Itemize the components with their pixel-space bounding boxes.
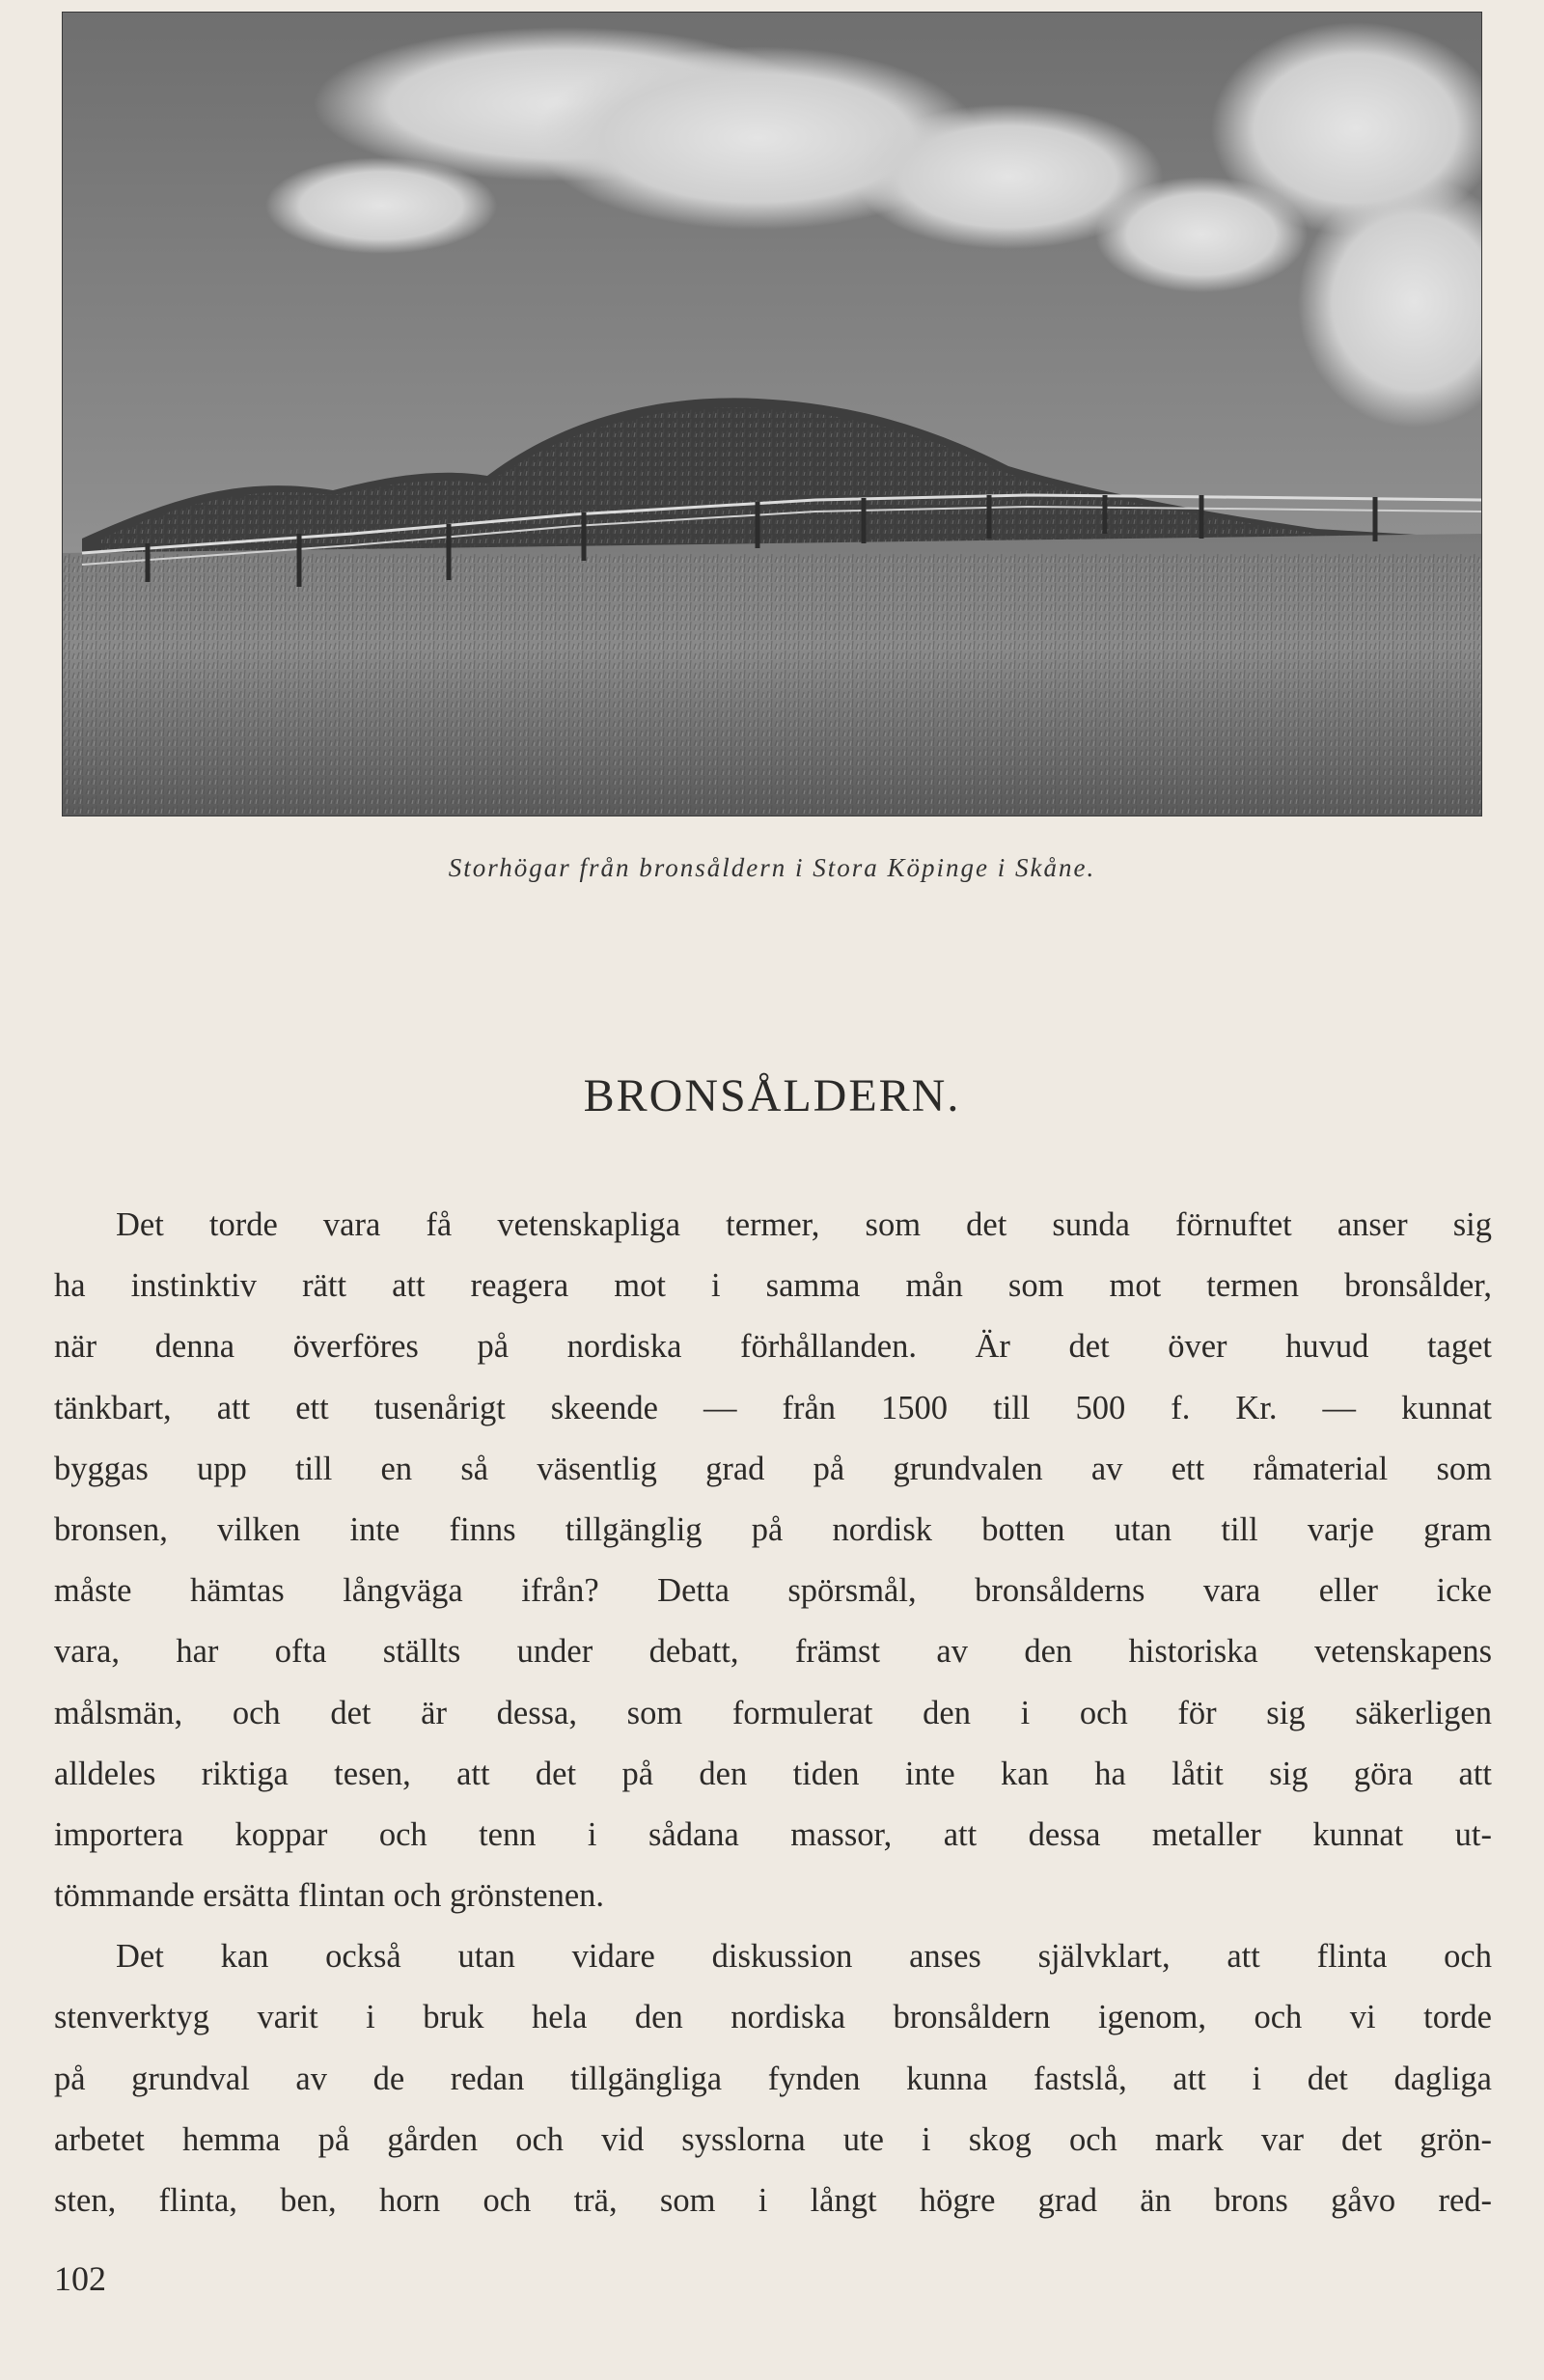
text-line: importera koppar och tenn i sådana massor, att dessa metaller kunnat ut- xyxy=(54,1815,1492,1853)
body-text xyxy=(54,1195,1492,2231)
text-line: på grundval av de redan tillgängliga fynden kunna fastslå, att i det dagliga xyxy=(54,2060,1492,2097)
figure-caption: Storhögar från bronsåldern i Stora Köpinge i Skåne. xyxy=(448,853,1096,882)
text-line: Det kan också utan vidare diskussion anses självklart, att flinta och xyxy=(116,1938,1492,1976)
text-line: måste hämtas långväga ifrån? Detta spörsmål, bronsålderns vara eller icke xyxy=(54,1572,1492,1610)
chapter-heading: BRONSÅLDERN. xyxy=(583,1070,961,1121)
text-line: tömmande ersätta flintan och grönstenen. xyxy=(54,1877,605,1915)
text-line: sten, flinta, ben, horn och trä, som i långt högre grad än brons gåvo red- xyxy=(54,2182,1492,2219)
text-line: ha instinktiv rätt att reagera mot i samma mån som mot termen bronsålder, xyxy=(54,1267,1492,1305)
landscape-photo xyxy=(63,13,1481,816)
text-line: vara, har ofta ställts under debatt, främst av den historiska vetenskapens xyxy=(54,1633,1492,1671)
text-line: alldeles riktiga tesen, att det på den tiden inte kan ha låtit sig göra att xyxy=(54,1755,1492,1792)
text-line: Det torde vara få vetenskapliga termer, som det sunda förnuftet anser sig xyxy=(116,1206,1492,1243)
text-line: stenverktyg varit i bruk hela den nordiska bronsåldern igenom, och vi torde xyxy=(54,1999,1492,2036)
page-number: 102 xyxy=(54,2259,106,2298)
photograph-burial-mounds xyxy=(62,12,1482,816)
text-line: bronsen, vilken inte finns tillgänglig på nordisk botten utan till varje gram xyxy=(54,1510,1492,1548)
text-line: när denna överföres på nordiska förhållanden. Är det över huvud taget xyxy=(54,1328,1492,1366)
text-line: tänkbart, att ett tusenårigt skeende — från 1500 till 500 f. Kr. — kunnat xyxy=(54,1389,1492,1426)
text-line: byggas upp till en så väsentlig grad på grundvalen av ett råmaterial som xyxy=(54,1450,1492,1487)
text-line: arbetet hemma på gården och vid sysslorna ute i skog och mark var det grön- xyxy=(54,2120,1492,2158)
text-line: målsmän, och det är dessa, som formulerat den i och för sig säkerligen xyxy=(54,1694,1492,1731)
